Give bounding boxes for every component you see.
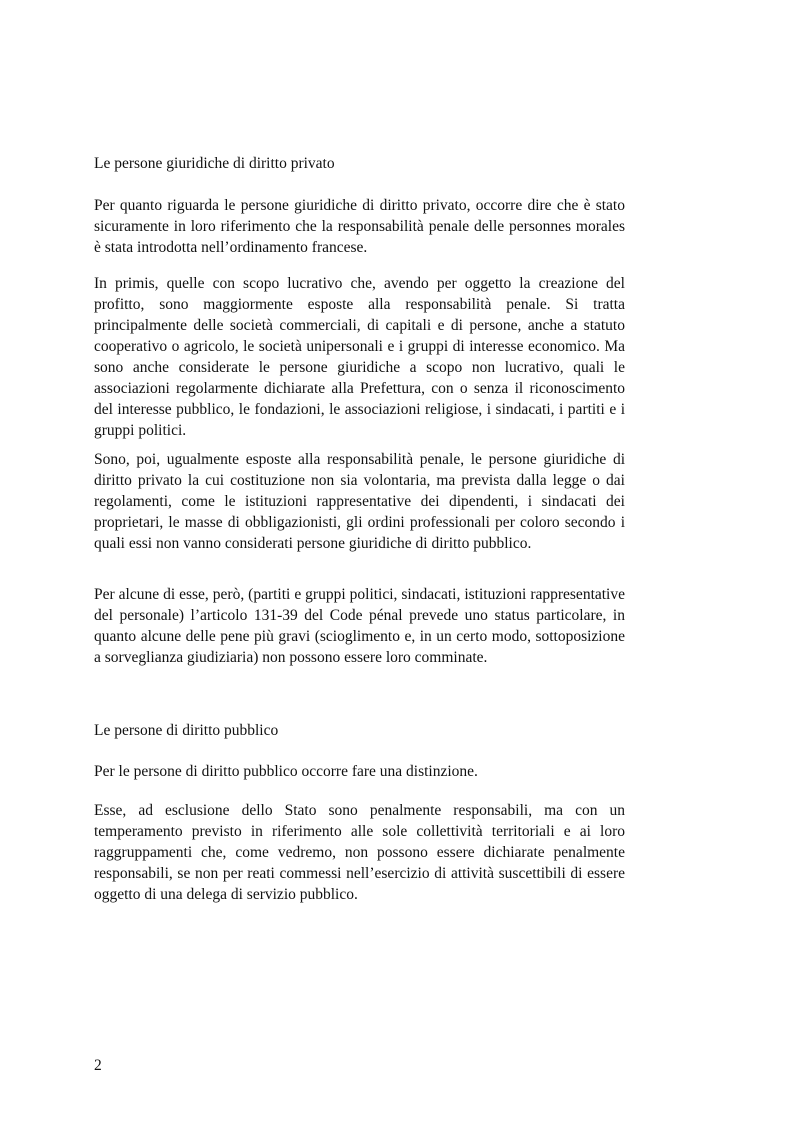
paragraph-public-distinction: Per le persone di diritto pubblico occorre fare una distinzione.	[94, 763, 478, 780]
paragraph-non-voluntary-entities: Sono, poi, ugualmente esposte alla responsabilità penale, le persone giuridiche di diritto privato la cui costituzione non sia volontaria, ma prevista dalla legge o dai regolamenti, come le istituzioni rappresentative dei dipendenti, i sindacati dei proprietari, le masse di obbligazionisti, gli ordini professionali per coloro secondo i quali essi non vanno considerati persone giuridiche di diritto pubblico.	[94, 451, 625, 552]
paragraph-profit-entities: In primis, quelle con scopo lucrativo che, avendo per oggetto la creazione del profitto, sono maggiormente esposte alla responsabilità penale. Si tratta principalmente delle società commerciali, di capitali e di persone, anche a statuto cooperativo o agricolo, le società unipersonali e i gruppi di interesse economico. Ma sono anche considerate le persone giuridiche a scopo non lucrativo, quali le associazioni regolarmente dichiarate alla Prefettura, con o senza il riconoscimento del interesse pubblico, le fondazioni, le associazioni religiose, i sindacati, i partiti e i gruppi politici.	[94, 275, 625, 439]
document-page	[94, 0, 625, 1123]
paragraph-special-status: Per alcune di esse, però, (partiti e gruppi politici, sindacati, istituzioni rappresentative del personale) l’articolo 131-39 del Code pénal prevede uno status particolare, in quanto alcune delle pene più gravi (scioglimento e, in un certo modo, sottoposizione a sorveglianza giudiziaria) non possono essere loro comminate.	[94, 586, 625, 666]
page-number: 2	[94, 1057, 102, 1074]
paragraph-private-intro: Per quanto riguarda le persone giuridiche di diritto privato, occorre dire che è stato sicuramente in loro riferimento che la responsabilità penale delle personnes morales è stata introdotta nell’ordinamento francese.	[94, 197, 625, 256]
section-heading-public-law: Le persone di diritto pubblico	[94, 722, 279, 739]
paragraph-public-liability: Esse, ad esclusione dello Stato sono penalmente responsabili, ma con un temperamento previsto in riferimento alle sole collettività territoriali e ai loro raggruppamenti che, come vedremo, non possono essere dichiarate penalmente responsabili, se non per reati commessi nell’esercizio di attività suscettibili di essere oggetto di una delega di servizio pubblico.	[94, 802, 625, 903]
section-heading-private-law: Le persone giuridiche di diritto privato	[94, 155, 335, 172]
